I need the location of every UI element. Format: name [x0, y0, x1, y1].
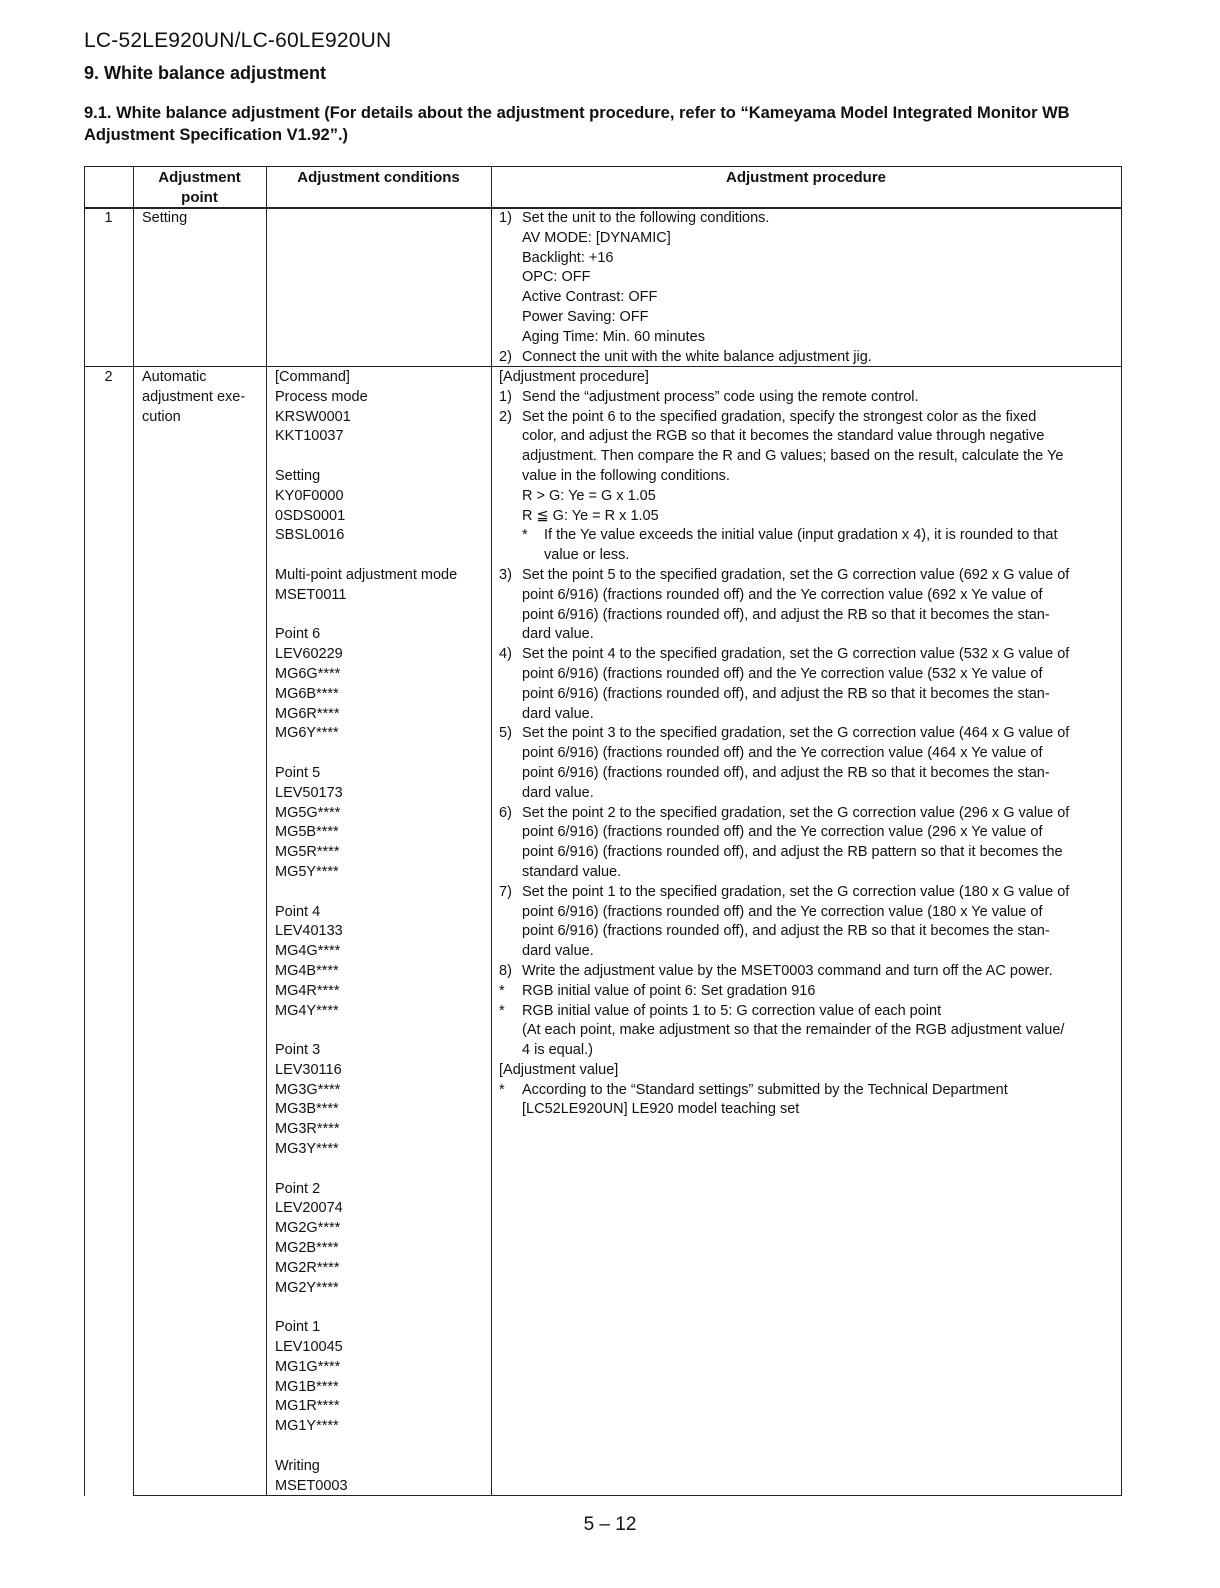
- procedure-marker: 6): [499, 804, 512, 821]
- procedure-text: Set the point 5 to the specified gradation, set the G correction value (692 x G value of: [522, 566, 1070, 583]
- procedure-marker: *: [499, 982, 505, 999]
- procedure-text: 4 is equal.): [522, 1042, 593, 1059]
- adjustment-table: [84, 166, 1122, 1496]
- procedure-line: [499, 784, 1114, 804]
- procedure-line: [499, 487, 1114, 507]
- section-title: 9. White balance adjustment: [84, 63, 327, 83]
- procedure-line: [499, 1002, 1114, 1022]
- procedure-text: standard value.: [522, 863, 622, 880]
- procedure-line: [499, 308, 1114, 328]
- procedure-line: [499, 526, 1114, 546]
- procedure-text: dard value.: [522, 626, 594, 643]
- header-adjustment-conditions: Adjustment conditions: [297, 169, 460, 186]
- procedure-text: point 6/916) (fractions rounded off), and adjust the RB pattern so that it becomes the: [522, 844, 1063, 861]
- procedure-text: [Adjustment value]: [499, 1061, 619, 1078]
- procedure-line: [499, 1100, 1114, 1120]
- procedure-text: dard value.: [522, 943, 594, 960]
- procedure-marker: 4): [499, 646, 512, 663]
- procedure-text: Set the point 4 to the specified gradation, set the G correction value (532 x G value of: [522, 646, 1070, 663]
- header-adjustment-procedure: Adjustment procedure: [725, 169, 887, 186]
- procedure-marker: 3): [499, 566, 512, 583]
- procedure-text: value in the following conditions.: [522, 467, 730, 484]
- procedure-marker: 2): [499, 348, 512, 365]
- procedure-text: If the Ye value exceeds the initial value (input gradation x 4), it is rounded to that: [544, 527, 1058, 544]
- col-divider-conditions: [491, 166, 492, 1496]
- procedure-text: OPC: OFF: [522, 269, 591, 286]
- procedure-text: point 6/916) (fractions rounded off), and adjust the RB so that it becomes the stan-: [522, 923, 1050, 940]
- procedure-text: Set the point 2 to the specified gradation, set the G correction value (296 x G value of: [522, 804, 1070, 821]
- procedure-marker: *: [499, 1081, 505, 1098]
- procedure-text: R ≦ G: Ye = R x 1.05: [522, 507, 659, 524]
- procedure-line: [499, 724, 1114, 744]
- procedure-text: Set the point 6 to the specified gradation, specify the strongest color as the fixed: [522, 408, 1037, 425]
- procedure-marker: 1): [499, 388, 512, 405]
- procedure-line: [499, 982, 1114, 1002]
- procedure-line: [499, 962, 1114, 982]
- procedure-line: [499, 1081, 1114, 1101]
- procedure-text: Connect the unit with the white balance adjustment jig.: [522, 348, 872, 365]
- procedure-text: point 6/916) (fractions rounded off) and the Ye correction value (296 x Ye value of: [522, 824, 1043, 841]
- procedure-marker: 8): [499, 962, 512, 979]
- procedure-text: Send the “adjustment process” code using the remote control.: [522, 388, 919, 405]
- procedure-text: RGB initial value of points 1 to 5: G correction value of each point: [522, 1002, 942, 1019]
- procedure-text: point 6/916) (fractions rounded off) and the Ye correction value (464 x Ye value of: [522, 745, 1043, 762]
- procedure-line: [499, 546, 1114, 566]
- procedure-text: AV MODE: [DYNAMIC]: [522, 229, 671, 246]
- row-1-point: Setting: [142, 210, 188, 226]
- row-2-conditions: [Command] Process mode KRSW0001 KKT10037 Setting KY0F0000 0SDS0001 SBSL0016 Multi-point adjustment mode MSET0011 Point 6 LEV60229 MG6G**** MG6B**** MG6R**** MG6Y**** Point 5 LEV50173 MG5G**** MG5B**** MG5R**** MG5Y**** Point 4 LEV40133 MG4G**** MG4B**** MG4R**** MG4Y**** Point 3 LEV30116 MG3G**** MG3B**** MG3R**** MG3Y**** Point 2 LEV20074 MG2G**** MG2B**** MG2R**** MG2Y**** Point 1 LEV10045 MG1G**** MG1B**** MG1R**** MG1Y**** Writing MSET0003: [275, 369, 458, 1494]
- procedure-text: Set the point 3 to the specified gradation, set the G correction value (464 x G value of: [522, 725, 1070, 742]
- procedure-line: [499, 903, 1114, 923]
- col-divider-num: [133, 166, 134, 1496]
- procedure-line: [499, 645, 1114, 665]
- procedure-line: [499, 804, 1114, 824]
- procedure-text: (At each point, make adjustment so that the remainder of the RGB adjustment value/: [522, 1022, 1065, 1039]
- procedure-marker: *: [499, 1002, 505, 1019]
- procedure-line: [499, 705, 1114, 725]
- col-divider-point: [266, 166, 267, 1496]
- procedure-marker: *: [522, 527, 528, 544]
- procedure-line: [499, 388, 1114, 408]
- procedure-line: [499, 249, 1114, 269]
- procedure-line: [499, 1061, 1114, 1081]
- procedure-line: [499, 209, 1114, 229]
- table-top-border: [84, 166, 1122, 167]
- procedure-text: Set the point 1 to the specified gradation, set the G correction value (180 x G value of: [522, 883, 1070, 900]
- row-1-number: 1: [104, 210, 113, 226]
- row-2-point: Automatic adjustment exe- cution: [142, 369, 246, 425]
- table-left-border: [84, 166, 85, 1496]
- procedure-line: [499, 665, 1114, 685]
- model-number: LC-52LE920UN/LC-60LE920UN: [84, 29, 392, 52]
- procedure-line: [499, 1041, 1114, 1061]
- procedure-text: value or less.: [544, 547, 630, 564]
- procedure-marker: 1): [499, 210, 512, 226]
- procedure-text: point 6/916) (fractions rounded off), and adjust the RB so that it becomes the stan-: [522, 764, 1050, 781]
- procedure-line: [499, 348, 1114, 368]
- procedure-text: adjustment. Then compare the R and G values; based on the result, calculate the Ye: [522, 448, 1064, 465]
- procedure-text: Power Saving: OFF: [522, 308, 649, 325]
- row-2-number: 2: [104, 369, 113, 385]
- procedure-text: Set the unit to the following conditions.: [522, 210, 770, 226]
- procedure-text: dard value.: [522, 705, 594, 722]
- procedure-text: Active Contrast: OFF: [522, 289, 658, 306]
- procedure-text: dard value.: [522, 784, 594, 801]
- procedure-line: [499, 823, 1114, 843]
- procedure-line: [499, 1021, 1114, 1041]
- procedure-line: [499, 685, 1114, 705]
- row-2-procedure: [499, 368, 1114, 1120]
- procedure-text: Backlight: +16: [522, 249, 614, 266]
- procedure-line: [499, 328, 1114, 348]
- procedure-text: RGB initial value of point 6: Set gradation 916: [522, 982, 816, 999]
- procedure-line: [499, 467, 1114, 487]
- procedure-line: [499, 586, 1114, 606]
- procedure-text: Aging Time: Min. 60 minutes: [522, 328, 705, 345]
- table-right-border: [1121, 166, 1122, 1496]
- procedure-line: [499, 942, 1114, 962]
- row-1-procedure: [499, 209, 1114, 367]
- procedure-text: color, and adjust the RGB so that it becomes the standard value through negative: [522, 428, 1045, 445]
- procedure-line: [499, 922, 1114, 942]
- procedure-line: [499, 427, 1114, 447]
- procedure-line: [499, 744, 1114, 764]
- procedure-line: [499, 408, 1114, 428]
- procedure-text: R > G: Ye = G x 1.05: [522, 487, 656, 504]
- procedure-text: point 6/916) (fractions rounded off) and the Ye correction value (532 x Ye value of: [522, 665, 1043, 682]
- procedure-marker: 5): [499, 725, 512, 742]
- procedure-text: point 6/916) (fractions rounded off), and adjust the RB so that it becomes the stan-: [522, 606, 1050, 623]
- procedure-line: [499, 288, 1114, 308]
- procedure-line: [499, 764, 1114, 784]
- procedure-line: [499, 863, 1114, 883]
- procedure-line: [499, 606, 1114, 626]
- procedure-line: [499, 566, 1114, 586]
- header-adjustment-point: Adjustment point: [158, 169, 241, 206]
- procedure-text: point 6/916) (fractions rounded off) and the Ye correction value (180 x Ye value of: [522, 903, 1043, 920]
- procedure-text: point 6/916) (fractions rounded off), and adjust the RB so that it becomes the stan-: [522, 685, 1050, 702]
- page-number: 5 – 12: [583, 1514, 637, 1535]
- procedure-line: [499, 843, 1114, 863]
- procedure-text: [Adjustment procedure]: [499, 369, 649, 385]
- subsection-title: 9.1. White balance adjustment (For details about the adjustment procedure, refer to “Kameyama Model Integrated Monitor WB Adjustment Specification V1.92”.): [84, 104, 1070, 144]
- procedure-text: Write the adjustment value by the MSET0003 command and turn off the AC power.: [522, 962, 1053, 979]
- procedure-text: [LC52LE920UN] LE920 model teaching set: [522, 1101, 800, 1118]
- procedure-text: point 6/916) (fractions rounded off) and the Ye correction value (692 x Ye value of: [522, 586, 1043, 603]
- procedure-line: [499, 447, 1114, 467]
- procedure-line: [499, 883, 1114, 903]
- procedure-line: [499, 625, 1114, 645]
- procedure-line: [499, 368, 1114, 388]
- procedure-line: [499, 229, 1114, 249]
- procedure-text: According to the “Standard settings” submitted by the Technical Department: [522, 1081, 1008, 1098]
- procedure-line: [499, 507, 1114, 527]
- procedure-marker: 2): [499, 408, 512, 425]
- procedure-marker: 7): [499, 883, 512, 900]
- procedure-line: [499, 268, 1114, 288]
